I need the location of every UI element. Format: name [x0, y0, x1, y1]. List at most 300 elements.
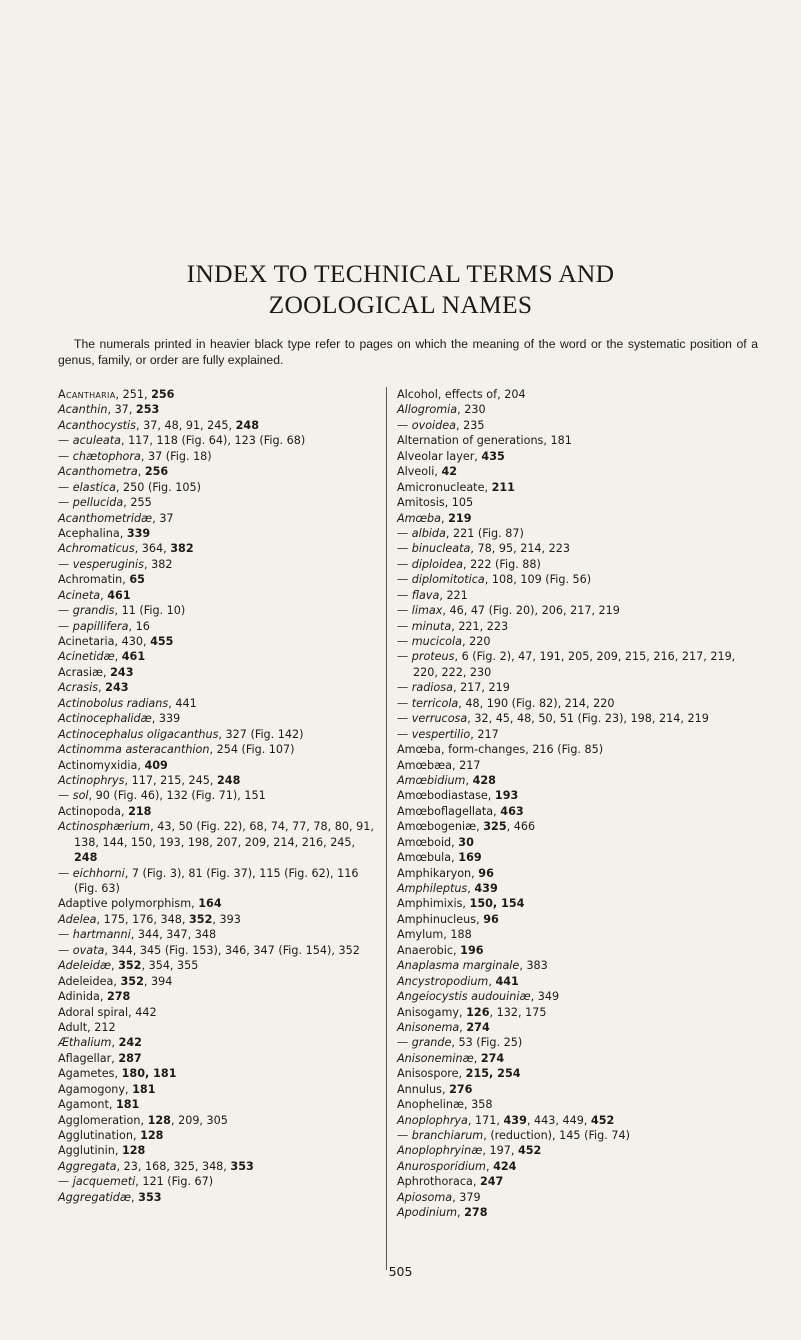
index-entry: — vesperuginis, 382	[58, 557, 173, 571]
entry-pages: 344, 347, 348	[137, 928, 217, 942]
entry-pages: 46, 47 (Fig. 20), 206, 217, 219	[449, 604, 620, 618]
entry-pages: 435	[481, 449, 505, 463]
index-entry: — sol, 90 (Fig. 46), 132 (Fig. 71), 151	[58, 789, 266, 803]
entry-term: — eichhorni	[58, 866, 125, 880]
entry-pages: 220	[469, 635, 491, 648]
entry-pages: 37, 253	[114, 403, 160, 417]
entry-term: Agglutination	[58, 1129, 133, 1142]
index-entry: Achromatin, 65	[58, 573, 145, 587]
index-entry: Adeleidæ, 352, 354, 355	[58, 959, 199, 973]
entry-term: Agamogony	[58, 1082, 126, 1096]
index-entry: Amœbodiastase, 193	[397, 789, 519, 803]
title-line-1: INDEX TO TECHNICAL TERMS AND	[186, 259, 615, 288]
index-entry: Agamogony, 181	[58, 1082, 156, 1096]
entry-pages: 274	[466, 1020, 490, 1034]
entry-term: Amœbogeniæ	[397, 820, 477, 834]
index-entry: Amphimixis, 150, 154	[397, 897, 525, 911]
entry-pages: 96	[483, 912, 499, 926]
index-entry: — diploidea, 222 (Fig. 88)	[397, 557, 541, 571]
entry-pages: 171, 439, 443, 449, 452	[475, 1113, 615, 1127]
index-entry: Agamont, 181	[58, 1098, 140, 1112]
index-entry: Amphikaryon, 96	[397, 866, 494, 880]
index-entry: — grande, 53 (Fig. 25)	[397, 1036, 523, 1050]
entry-term: Alveolar layer	[397, 449, 475, 463]
entry-term: Aflagellar	[58, 1051, 112, 1065]
entry-term: — minuta	[397, 619, 452, 633]
index-entry: — proteus, 6 (Fig. 2), 47, 191, 205, 209, 215, 216, 217, 219, 220, 222, 230	[397, 650, 736, 679]
entry-term: Actinophrys	[58, 773, 125, 787]
entry-term: Acanthin	[58, 403, 108, 417]
entry-pages: 428	[472, 773, 496, 787]
index-entry: Alveolar layer, 435	[397, 449, 505, 463]
entry-term: Amphikaryon	[397, 866, 472, 880]
index-entry: Acantharia, 251, 256	[58, 388, 175, 401]
entry-term: — jacquemeti	[58, 1175, 136, 1189]
index-entry: Acanthin, 37, 253	[58, 403, 160, 417]
entry-pages: 211	[491, 480, 515, 494]
entry-term: Actinomma asteracanthion	[58, 743, 210, 757]
entry-pages: 128	[140, 1129, 164, 1142]
entry-pages: 37 (Fig. 18)	[147, 449, 212, 463]
entry-pages: 276	[449, 1082, 473, 1096]
entry-term: — sol	[58, 789, 89, 803]
index-entry: Actinomyxidia, 409	[58, 758, 168, 772]
index-entry: — minuta, 221, 223	[397, 619, 509, 633]
entry-term: Actinocephalidæ	[58, 712, 152, 726]
entry-term: — grande	[397, 1036, 452, 1050]
index-entry: Agametes, 180, 181	[58, 1067, 177, 1081]
index-entry: Anoplophryinæ, 197, 452	[397, 1144, 542, 1158]
entry-pages: 150, 154	[469, 897, 525, 911]
index-entry: Amicronucleate, 211	[397, 480, 515, 494]
entry-pages: 430, 455	[121, 635, 174, 648]
index-entry: — diplomitotica, 108, 109 (Fig. 56)	[397, 573, 592, 587]
entry-term: Æthalium	[58, 1036, 112, 1050]
entry-term: Acantharia	[58, 388, 116, 401]
intro-note: The numerals printed in heavier black type refer to pages on which the meaning of the word or the systematic position of a genus, family, or order are fully explained.	[58, 337, 758, 367]
index-entry: — papillifera, 16	[58, 619, 150, 633]
entry-pages: 222 (Fig. 88)	[470, 557, 541, 571]
entry-term: Amœbæa	[397, 758, 452, 772]
index-entry: Adult, 212	[58, 1020, 116, 1034]
entry-term: Actinobolus radians	[58, 696, 169, 710]
entry-term: Anoplophryinæ	[397, 1144, 483, 1158]
entry-pages: 181	[550, 434, 572, 448]
entry-term: Anisospore	[397, 1067, 459, 1081]
entry-pages: 6 (Fig. 2), 47, 191, 205, 209, 215, 216, 217, 219, 220, 222, 230	[413, 650, 736, 679]
index-entry: — vespertilio, 217	[397, 727, 499, 741]
entry-term: Actinocephalus oligacanthus	[58, 727, 219, 741]
entry-term: Anophelinæ	[397, 1098, 464, 1112]
entry-term: Amœbula	[397, 851, 452, 865]
index-entry: Ancystropodium, 441	[397, 974, 519, 988]
index-entry: Amœbæa, 217	[397, 758, 481, 772]
index-entry: Agglutinin, 128	[58, 1144, 146, 1158]
index-column-left	[58, 387, 380, 1205]
entry-pages: 217, 219	[460, 681, 510, 695]
index-entry: Aggregata, 23, 168, 325, 348, 353	[58, 1159, 254, 1173]
index-entry: Amitosis, 105	[397, 496, 474, 510]
index-entry: Aggregatidæ, 353	[58, 1190, 162, 1204]
entry-term: — vespertilio	[397, 727, 471, 741]
entry-pages: 243	[105, 681, 129, 695]
entry-pages: (reduction), 145 (Fig. 74)	[490, 1129, 630, 1142]
entry-pages: 221	[446, 588, 468, 602]
entry-pages: 379	[459, 1190, 481, 1204]
entry-pages: 126, 132, 175	[466, 1005, 547, 1019]
entry-pages: 196	[460, 943, 484, 957]
index-entry: Agglutination, 128	[58, 1129, 164, 1142]
entry-pages: 65	[129, 573, 145, 587]
entry-term: Acinetidæ	[58, 650, 115, 664]
index-entry: Aphrothoraca, 247	[397, 1175, 504, 1189]
entry-term: — elastica	[58, 480, 116, 494]
entry-pages: 219	[448, 511, 472, 525]
entry-pages: 42	[441, 465, 458, 479]
entry-term: Agamont	[58, 1098, 109, 1112]
entry-term: Amphimixis	[397, 897, 463, 911]
index-entry: — aculeata, 117, 118 (Fig. 64), 123 (Fig. 68)	[58, 434, 306, 448]
entry-pages: 37	[159, 511, 174, 525]
entry-term: — albida	[397, 526, 446, 540]
entry-pages: 242	[118, 1036, 142, 1050]
index-entry: — ovata, 344, 345 (Fig. 153), 346, 347 (Fig. 154), 352	[58, 943, 360, 957]
entry-pages: 181	[115, 1098, 140, 1112]
entry-pages: 352, 354, 355	[118, 959, 199, 973]
entry-pages: 349	[537, 990, 560, 1004]
entry-term: Anisonema	[397, 1020, 460, 1034]
index-entry: Alternation of generations, 181	[397, 434, 572, 448]
entry-pages: 439	[474, 882, 498, 895]
entry-pages: 441	[175, 696, 197, 710]
entry-term: Anisogamy	[397, 1005, 460, 1019]
entry-pages: 230	[464, 403, 486, 417]
entry-pages: 461	[107, 588, 131, 602]
entry-term: Amylum	[397, 928, 444, 942]
entry-pages: 255	[130, 496, 152, 510]
entry-pages: 243	[110, 665, 134, 679]
entry-pages: 344, 345 (Fig. 153), 346, 347 (Fig. 154), 352	[111, 943, 360, 957]
index-entry: — chætophora, 37 (Fig. 18)	[58, 449, 212, 463]
index-entry: — binucleata, 78, 95, 214, 223	[397, 542, 571, 556]
index-entry: — branchiarum, (reduction), 145 (Fig. 74)	[397, 1129, 630, 1142]
index-entry: Acineta, 461	[58, 588, 131, 602]
entry-term: Ancystropodium	[397, 974, 489, 988]
entry-term: — radiosa	[397, 681, 453, 695]
entry-pages: 121 (Fig. 67)	[142, 1175, 214, 1189]
entry-term: — vesperuginis	[58, 557, 144, 571]
index-entry: — limax, 46, 47 (Fig. 20), 206, 217, 219	[397, 604, 620, 618]
index-entry: Achromaticus, 364, 382	[58, 542, 194, 556]
index-entry: Apiosoma, 379	[397, 1190, 481, 1204]
entry-pages: 383	[526, 959, 548, 973]
entry-term: — verrucosa	[397, 712, 468, 726]
entry-pages: 180, 181	[121, 1067, 177, 1081]
index-entry: — elastica, 250 (Fig. 105)	[58, 480, 201, 494]
entry-pages: 16	[135, 619, 150, 633]
entry-term: Apodinium	[397, 1206, 457, 1220]
entry-term: Apiosoma	[397, 1190, 453, 1204]
entry-pages: 382	[151, 557, 173, 571]
entry-pages: 108, 109 (Fig. 56)	[491, 573, 592, 587]
index-entry: Actinomma asteracanthion, 254 (Fig. 107)	[58, 743, 295, 757]
index-entry: Anaerobic, 196	[397, 943, 484, 957]
index-entry: — radiosa, 217, 219	[397, 681, 510, 695]
entry-term: — terricola	[397, 696, 459, 710]
index-entry: Angeiocystis audouiniæ, 349	[397, 990, 560, 1004]
entry-term: — branchiarum	[397, 1129, 484, 1142]
entry-term: — diploidea	[397, 557, 463, 571]
entry-term: Actinosphærium	[58, 820, 151, 834]
entry-pages: 287	[118, 1051, 142, 1065]
index-entry: Amœbogeniæ, 325, 466	[397, 820, 536, 834]
entry-pages: 37, 48, 91, 245, 248	[143, 418, 259, 432]
entry-term: Allogromia	[397, 403, 458, 417]
entry-term: Agglutinin	[58, 1144, 115, 1158]
entry-term: Angeiocystis audouiniæ	[397, 990, 531, 1004]
index-entry: Adelea, 175, 176, 348, 352, 393	[58, 912, 241, 926]
entry-pages: 274	[480, 1051, 505, 1065]
entry-term: Adaptive polymorphism	[58, 897, 192, 911]
index-entry: Anisogamy, 126, 132, 175	[397, 1005, 547, 1019]
index-entry: Aflagellar, 287	[58, 1051, 142, 1065]
entry-term: Adult	[58, 1020, 88, 1034]
entry-term: Anaerobic	[397, 943, 454, 957]
index-entry: — flava, 221	[397, 588, 468, 602]
entry-term: Achromaticus	[58, 542, 135, 556]
index-entry: Amœboid, 30	[397, 835, 474, 849]
entry-term: Acrasiæ	[58, 665, 103, 679]
entry-pages: 175, 176, 348, 352, 393	[103, 912, 241, 926]
entry-pages: 235	[463, 418, 485, 432]
entry-term: Agglomeration	[58, 1113, 141, 1127]
entry-term: Aphrothoraca	[397, 1175, 473, 1189]
entry-pages: 164	[198, 897, 222, 911]
index-entry: Acinetaria, 430, 455	[58, 635, 174, 648]
entry-pages: 23, 168, 325, 348, 353	[123, 1159, 254, 1173]
entry-term: Acephalina	[58, 526, 120, 540]
index-entry: Anurosporidium, 424	[397, 1159, 517, 1173]
index-entry: Amphinucleus, 96	[397, 912, 499, 926]
entry-term: — diplomitotica	[397, 573, 485, 587]
entry-pages: 217	[459, 758, 481, 772]
index-entry: — grandis, 11 (Fig. 10)	[58, 604, 186, 618]
entry-pages: 193	[494, 789, 519, 803]
index-entry: Actinocephalus oligacanthus, 327 (Fig. 142)	[58, 727, 304, 741]
entry-term: — mucicola	[397, 635, 462, 648]
index-column-right	[397, 387, 759, 1221]
entry-term: Amœbodiastase	[397, 789, 488, 803]
entry-pages: 204	[504, 388, 526, 401]
index-entry: — albida, 221 (Fig. 87)	[397, 526, 524, 540]
entry-pages: 218	[128, 804, 152, 818]
entry-term: — limax	[397, 604, 443, 618]
index-entry: Allogromia, 230	[397, 403, 486, 417]
entry-term: Aggregata	[58, 1159, 117, 1173]
entry-term: Amœba, form-changes	[397, 743, 526, 757]
entry-term: — aculeata	[58, 434, 121, 448]
entry-term: Aggregatidæ	[58, 1190, 132, 1204]
index-entry: Anisonema, 274	[397, 1020, 490, 1034]
index-entry: Acanthometridæ, 37	[58, 511, 174, 525]
title-line-2: ZOOLOGICAL NAMES	[268, 290, 533, 319]
entry-term: — pellucida	[58, 496, 124, 510]
index-entry: Acrasiæ, 243	[58, 665, 134, 679]
index-entry: — jacquemeti, 121 (Fig. 67)	[58, 1175, 214, 1189]
index-entry: Amphileptus, 439	[397, 882, 498, 895]
entry-term: Acanthometridæ	[58, 511, 153, 525]
entry-term: — ovata	[58, 943, 105, 957]
entry-term: Amœba	[397, 511, 442, 525]
entry-term: Amœboflagellata	[397, 804, 494, 818]
entry-term: Acrasis	[58, 681, 99, 695]
entry-term: Actinopoda	[58, 804, 121, 818]
index-entry: Annulus, 276	[397, 1082, 473, 1096]
index-entry: Anisoneminæ, 274	[397, 1051, 505, 1065]
index-entry: Acanthocystis, 37, 48, 91, 245, 248	[58, 418, 259, 432]
entry-pages: 424	[493, 1159, 517, 1173]
entry-pages: 53 (Fig. 25)	[458, 1036, 523, 1050]
entry-term: Acanthometra	[58, 465, 138, 479]
index-entry: Alcohol, effects of, 204	[397, 388, 526, 401]
entry-term: — papillifera	[58, 619, 129, 633]
index-entry: Adoral spiral, 442	[58, 1005, 157, 1019]
entry-pages: 117, 215, 245, 248	[131, 773, 241, 787]
index-entry: Amœba, 219	[397, 511, 472, 525]
entry-pages: 339	[126, 526, 151, 540]
entry-pages: 327 (Fig. 142)	[225, 727, 304, 741]
entry-term: Agametes	[58, 1067, 115, 1081]
entry-pages: 247	[479, 1175, 504, 1189]
entry-term: Anurosporidium	[397, 1159, 486, 1173]
page-number: 505	[388, 1264, 413, 1279]
entry-pages: 352, 394	[120, 974, 173, 988]
index-entry: Anaplasma marginale, 383	[397, 959, 548, 973]
entry-pages: 251, 256	[122, 388, 175, 401]
entry-pages: 215, 254	[465, 1067, 521, 1081]
index-entry: Amœboflagellata, 463	[397, 804, 524, 818]
entry-pages: 181	[132, 1082, 156, 1096]
entry-term: Alveoli	[397, 465, 435, 479]
index-entry: Amylum, 188	[397, 928, 472, 942]
entry-pages: 117, 118 (Fig. 64), 123 (Fig. 68)	[128, 434, 306, 448]
index-entry: Acrasis, 243	[58, 681, 129, 695]
entry-pages: 221, 223	[458, 619, 509, 633]
index-entry: Actinocephalidæ, 339	[58, 712, 181, 726]
entry-pages: 461	[121, 650, 146, 664]
entry-pages: 217	[477, 727, 499, 741]
index-entry: — terricola, 48, 190 (Fig. 82), 214, 220	[397, 696, 615, 710]
entry-pages: 339	[158, 712, 181, 726]
entry-term: Acineta	[58, 588, 101, 602]
entry-term: — grandis	[58, 604, 115, 618]
entry-term: Amicronucleate	[397, 480, 485, 494]
entry-pages: 78, 95, 214, 223	[477, 542, 571, 556]
entry-term: Achromatin	[58, 573, 123, 587]
entry-pages: 90 (Fig. 46), 132 (Fig. 71), 151	[95, 789, 266, 803]
index-entry: — pellucida, 255	[58, 496, 152, 510]
entry-pages: 11 (Fig. 10)	[121, 604, 186, 618]
entry-pages: 169	[458, 851, 482, 865]
index-entry: Anoplophrya, 171, 439, 443, 449, 452	[397, 1113, 615, 1127]
entry-pages: 221 (Fig. 87)	[453, 526, 524, 540]
entry-term: Amœbidium	[397, 773, 466, 787]
index-entry: Anisospore, 215, 254	[397, 1067, 521, 1081]
index-entry: — eichhorni, 7 (Fig. 3), 81 (Fig. 37), 115 (Fig. 62), 116 (Fig. 63)	[58, 866, 359, 895]
index-entry: Adaptive polymorphism, 164	[58, 897, 222, 911]
entry-pages: 128, 209, 305	[147, 1113, 228, 1127]
entry-term: Alternation of generations	[397, 434, 544, 448]
index-entry: Acinetidæ, 461	[58, 650, 146, 664]
entry-pages: 188	[450, 928, 472, 942]
index-entry: Acephalina, 339	[58, 526, 151, 540]
entry-pages: 353	[138, 1190, 162, 1204]
entry-pages: 325, 466	[483, 820, 536, 834]
entry-term: — hartmanni	[58, 928, 131, 942]
entry-pages: 256	[144, 465, 169, 479]
entry-pages: 254 (Fig. 107)	[216, 743, 295, 757]
index-entry: Alveoli, 42	[397, 465, 458, 479]
entry-term: Amœboid	[397, 835, 452, 849]
entry-term: Amitosis	[397, 496, 445, 510]
entry-pages: 442	[135, 1005, 157, 1019]
entry-term: Anaplasma marginale	[397, 959, 520, 973]
entry-pages: 409	[144, 758, 168, 772]
entry-pages: 43, 50 (Fig. 22), 68, 74, 77, 78, 80, 91, 138, 144, 150, 193, 198, 207, 209, 214, 216, 245, 248	[74, 820, 374, 865]
index-entry: — hartmanni, 344, 347, 348	[58, 928, 217, 942]
entry-term: Amphinucleus	[397, 912, 477, 926]
entry-pages: 30	[458, 835, 474, 849]
entry-pages: 96	[478, 866, 494, 880]
entry-term: Adinida	[58, 990, 100, 1004]
entry-pages: 250 (Fig. 105)	[123, 480, 201, 494]
index-entry: Amœba, form-changes, 216 (Fig. 85)	[397, 743, 604, 757]
index-entry: Amœbidium, 428	[397, 773, 496, 787]
entry-term: — proteus	[397, 650, 455, 664]
entry-pages: 197, 452	[489, 1144, 542, 1158]
entry-pages: 441	[495, 974, 519, 988]
entry-pages: 128	[121, 1144, 146, 1158]
entry-term: Anisoneminæ	[397, 1051, 474, 1065]
entry-term: Actinomyxidia	[58, 758, 138, 772]
entry-pages: 364, 382	[141, 542, 194, 556]
index-entry: Apodinium, 278	[397, 1206, 488, 1220]
entry-pages: 105	[451, 496, 474, 510]
index-entry: Agglomeration, 128, 209, 305	[58, 1113, 228, 1127]
entry-term: Alcohol, effects of	[397, 388, 498, 401]
index-entry: Actinobolus radians, 441	[58, 696, 197, 710]
entry-pages: 48, 190 (Fig. 82), 214, 220	[465, 696, 615, 710]
entry-pages: 216 (Fig. 85)	[532, 743, 604, 757]
index-entry: — mucicola, 220	[397, 635, 491, 648]
index-entry: Adeleidea, 352, 394	[58, 974, 173, 988]
entry-term: — flava	[397, 588, 440, 602]
entry-term: — chætophora	[58, 449, 141, 463]
entry-term: Amphileptus	[397, 882, 468, 895]
entry-pages: 278	[106, 990, 131, 1004]
column-divider	[386, 387, 387, 1270]
entry-term: Acanthocystis	[58, 418, 136, 432]
entry-pages: 32, 45, 48, 50, 51 (Fig. 23), 198, 214, 219	[474, 712, 709, 726]
entry-term: Adeleidæ	[58, 959, 111, 973]
index-entry: Actinosphærium, 43, 50 (Fig. 22), 68, 74, 77, 78, 80, 91, 138, 144, 150, 193, 198, 207, 209, 214, 216, 245, 248	[58, 820, 374, 865]
entry-term: — ovoidea	[397, 418, 457, 432]
index-title	[0, 258, 801, 320]
entry-pages: 358	[471, 1098, 493, 1112]
entry-pages: 463	[500, 804, 524, 818]
entry-term: Anoplophrya	[397, 1113, 468, 1127]
index-entry: Amœbula, 169	[397, 851, 482, 865]
